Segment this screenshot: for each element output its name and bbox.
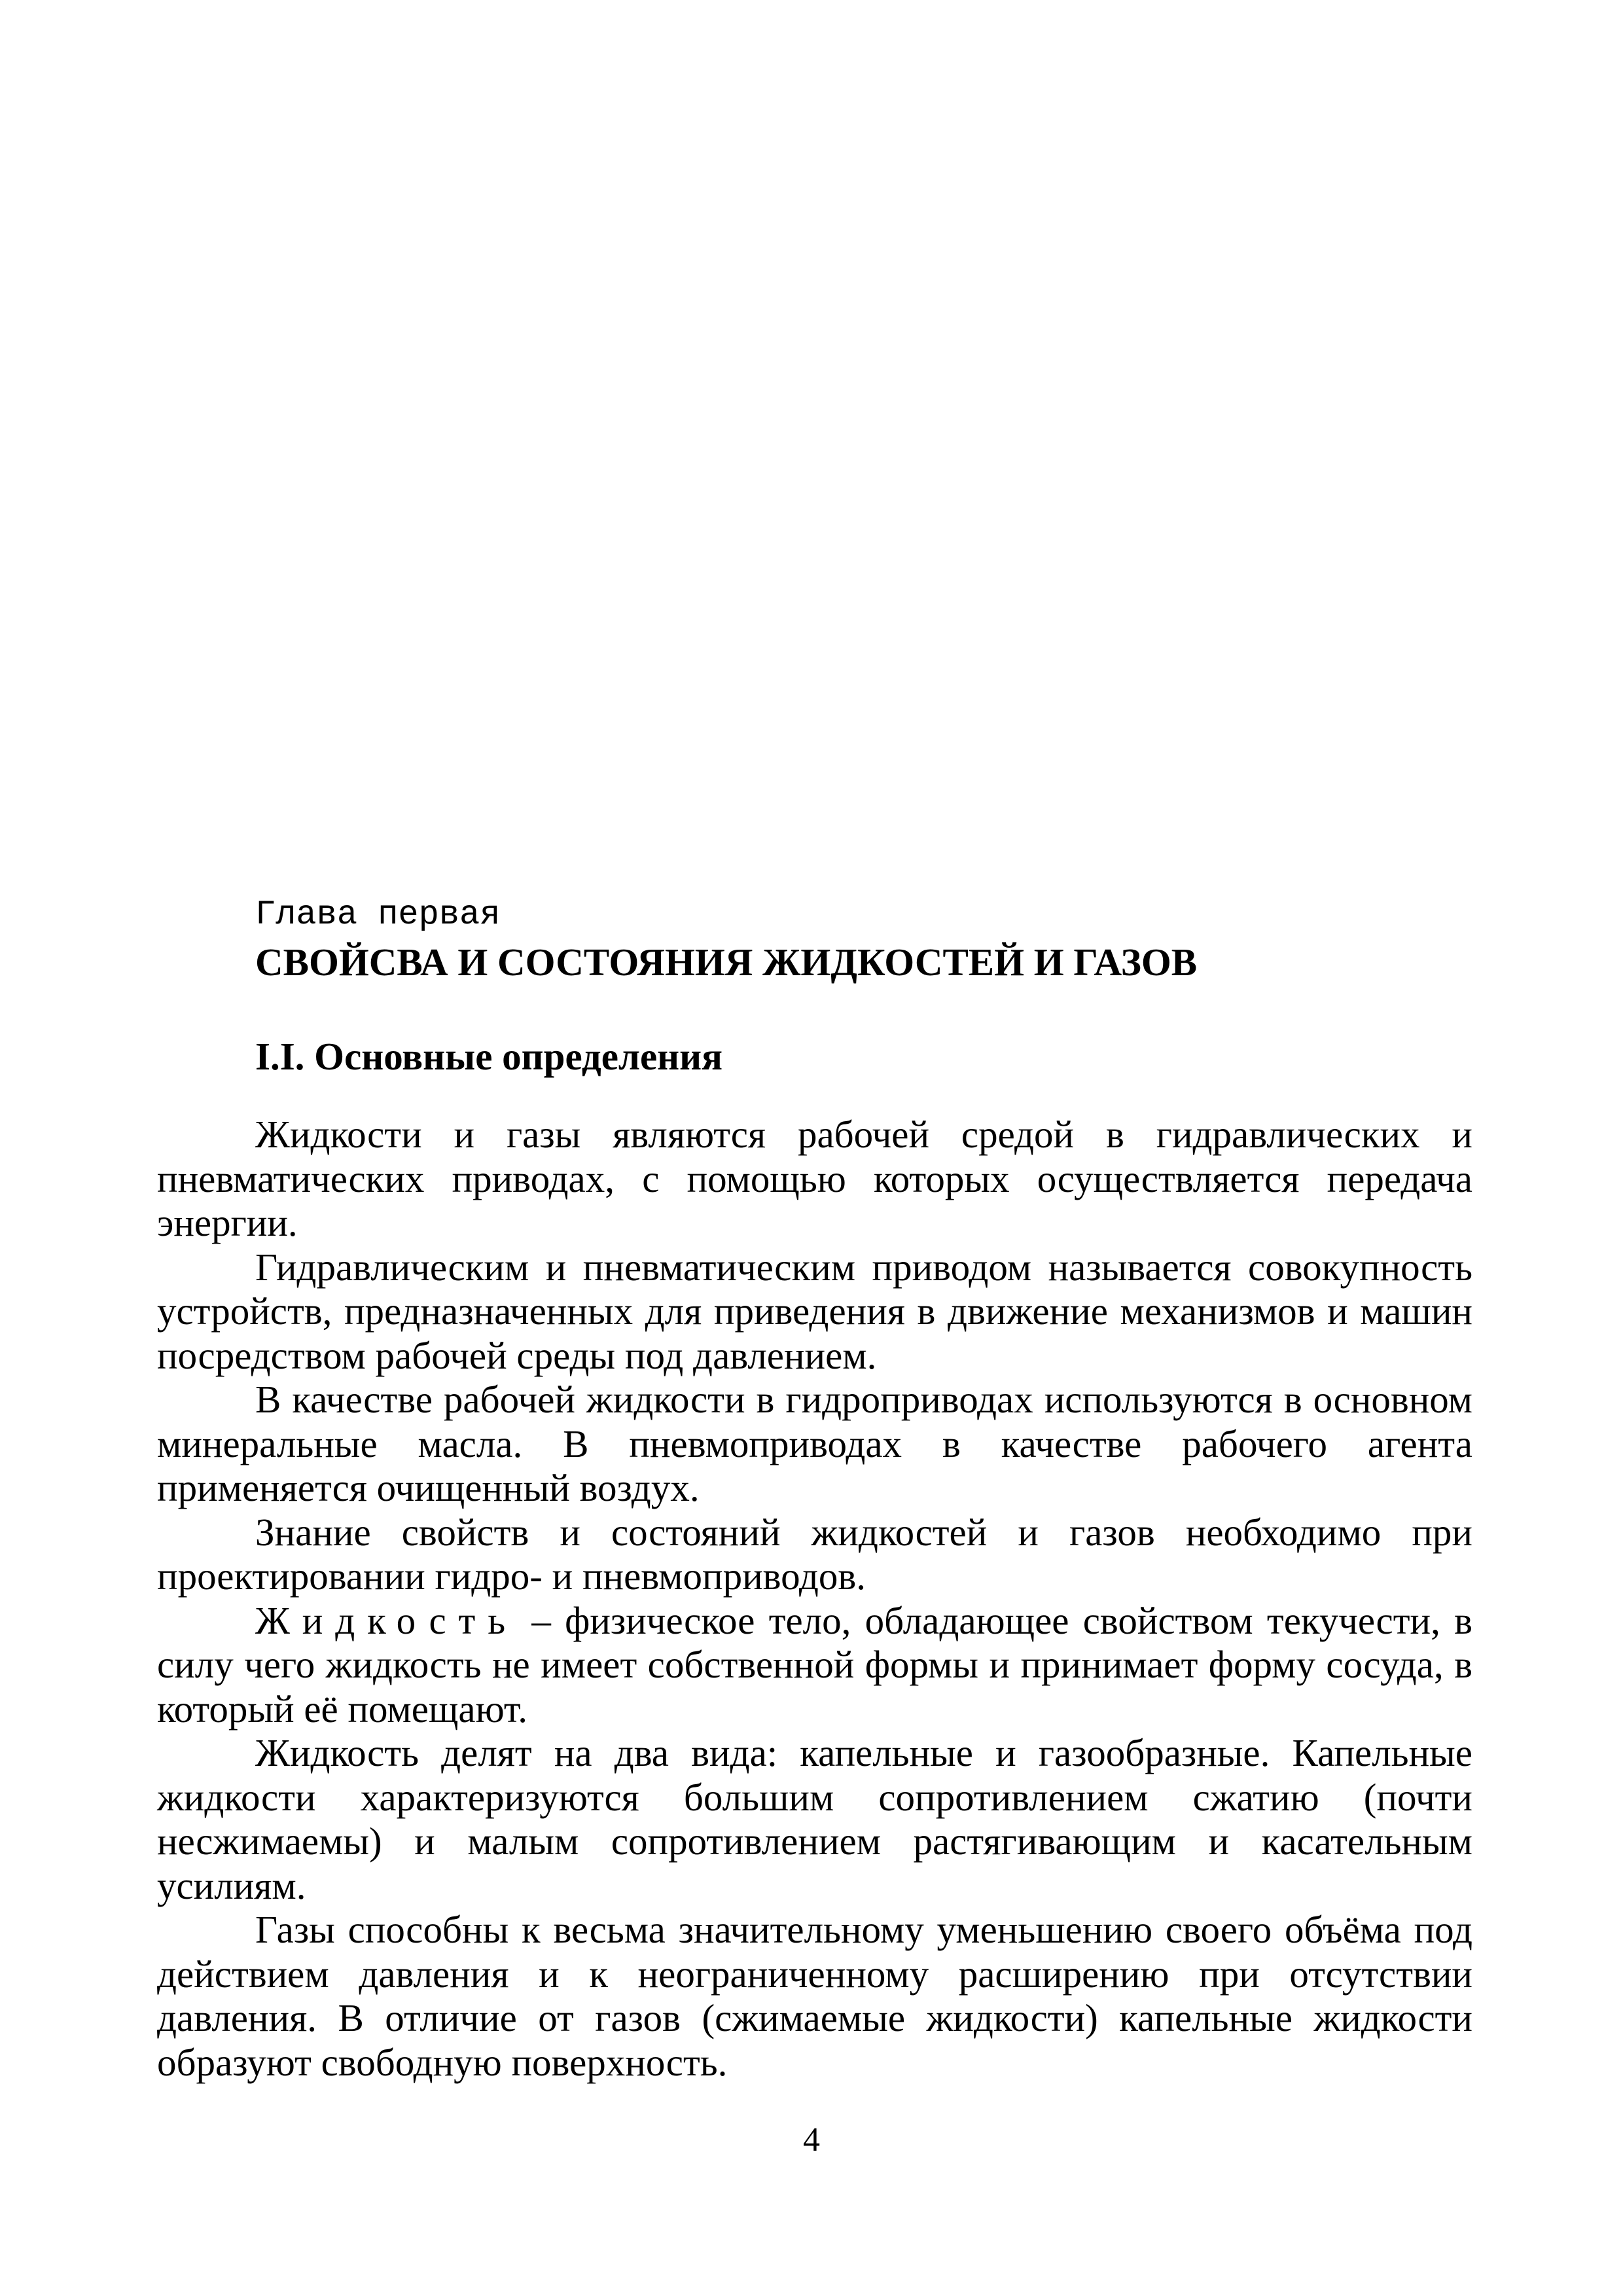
chapter-label: Глава первая — [255, 895, 501, 934]
page-number: 4 — [803, 2121, 820, 2159]
paragraph: Жидкость делят на два вида: капельные и газообразные. Капельные жидкости характеризуются большим сопротивлением сжатию (почти несжимаемы) и малым сопротивлением растягивающим и касательным усилиям. — [157, 1731, 1472, 1907]
paragraph: Гидравлическим и пневматическим приводом называется совокупность устройств, предназначенных для приведения в движение механизмов и машин посредством рабочей среды под давлением. — [157, 1245, 1472, 1377]
defined-term: Жидкость — [255, 1598, 518, 1642]
paragraph: В качестве рабочей жидкости в гидроприводах используются в основном минеральные масла. В пневмоприводах в качестве рабочего агента применяется очищенный воздух. — [157, 1378, 1472, 1509]
chapter-title: СВОЙСВА И СОСТОЯНИЯ ЖИДКОСТЕЙ И ГАЗОВ — [255, 941, 1198, 984]
body-text — [157, 1113, 1472, 2085]
paragraph-definition — [157, 1599, 1472, 1732]
section-title: I.I. Основные определения — [255, 1035, 723, 1078]
paragraph: Газы способны к весьма значительному уменьшению своего объёма под действием давления и к неограниченному расширению при отсутствии давления. В отличие от газов (сжимаемые жидкости) капельные жидкости образуют свободную поверхность. — [157, 1908, 1472, 2084]
definition-text: – физическое тело, обладающее свойством текучести, в силу чего жидкость не имеет собственной формы и принимает форму сосуда, в который её помещают. — [157, 1598, 1472, 1731]
paragraph: Жидкости и газы являются рабочей средой в гидравлических и пневматических приводах, с помощью которых осуществляется передача энергии. — [157, 1113, 1472, 1244]
paragraph: Знание свойств и состояний жидкостей и газов необходимо при проектировании гидро- и пневмоприводов. — [157, 1510, 1472, 1598]
